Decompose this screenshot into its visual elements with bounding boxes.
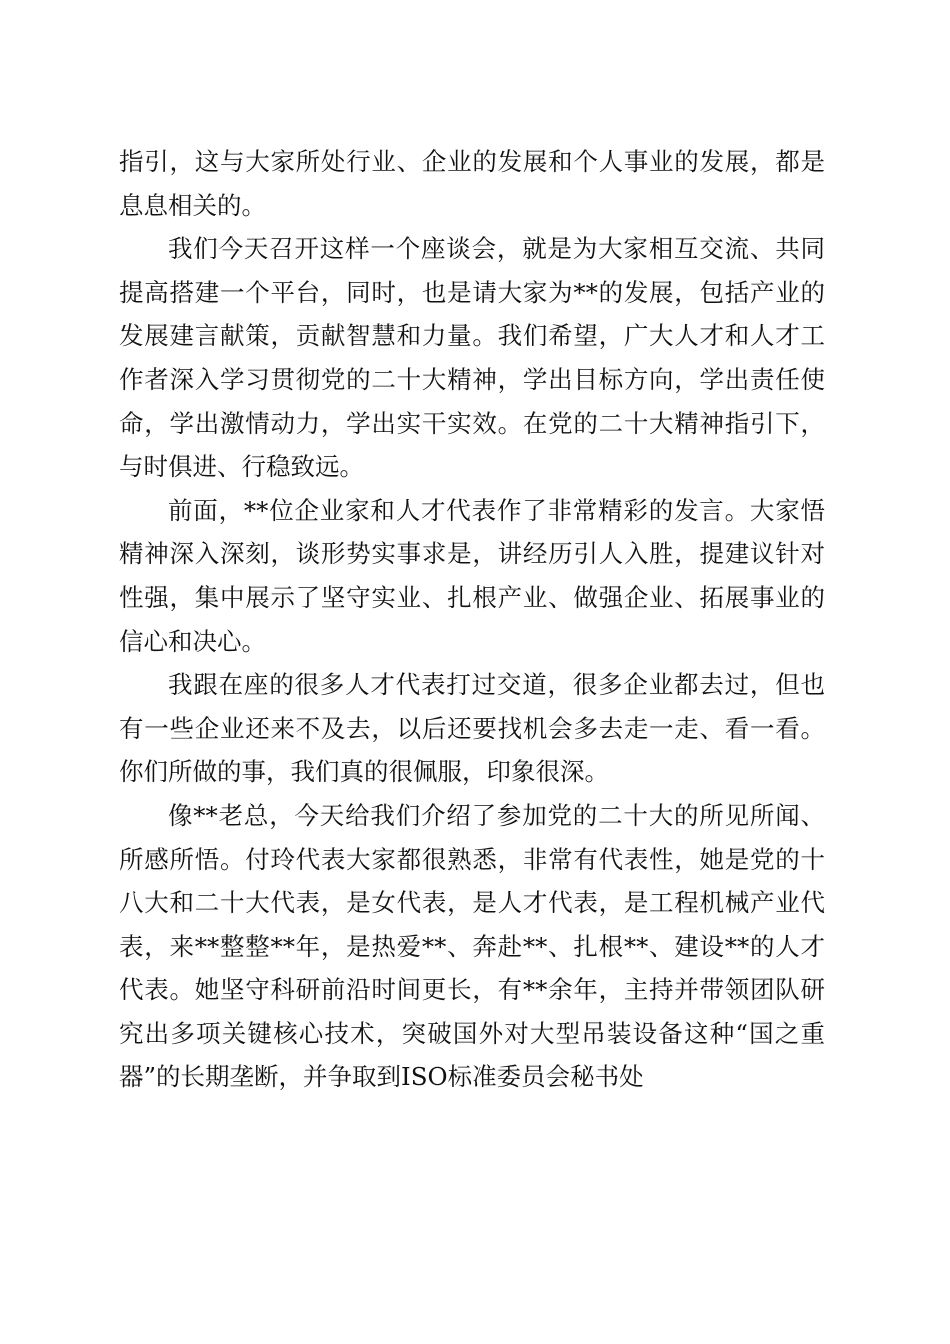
paragraph-2: 我们今天召开这样一个座谈会，就是为大家相互交流、共同提高搭建一个平台，同时，也是请大家为**的发展，包括产业的发展建言献策，贡献智慧和力量。我们希望，广大人才和人才工作者深入学习贯彻党的二十大精神，学出目标方向，学出责任使命，学出激情动力，学出实干实效。在党的二十大精神指引下，与时俱进、行稳致远。 [119, 234, 825, 482]
paragraph-3: 前面，**位企业家和人才代表作了非常精彩的发言。大家悟精神深入深刻，谈形势实事求是，讲经历引人入胜，提建议针对性强，集中展示了坚守实业、扎根产业、做强企业、拓展事业的信心和决心。 [119, 495, 825, 656]
paragraph-1: 指引，这与大家所处行业、企业的发展和个人事业的发展，都是息息相关的。 [119, 147, 825, 220]
paragraph-4: 我跟在座的很多人才代表打过交道，很多企业都去过，但也有一些企业还来不及去，以后还要找机会多去走一走、看一看。你们所做的事，我们真的很佩服，印象很深。 [119, 670, 825, 787]
body-text [119, 140, 825, 1099]
paragraph-5: 像**老总，今天给我们介绍了参加党的二十大的所见所闻、所感所悟。付玲代表大家都很熟悉，非常有代表性，她是党的十八大和二十大代表，是女代表，是人才代表，是工程机械产业代表，来**整整**年，是热爱**、奔赴**、扎根**、建设**的人才代表。她坚守科研前沿时间更长，有**余年，主持并带领团队研究出多项关键核心技术，突破国外对大型吊装设备这种“国之重器”的长期垄断，并争取到ISO标准委员会秘书处 [119, 800, 825, 1092]
